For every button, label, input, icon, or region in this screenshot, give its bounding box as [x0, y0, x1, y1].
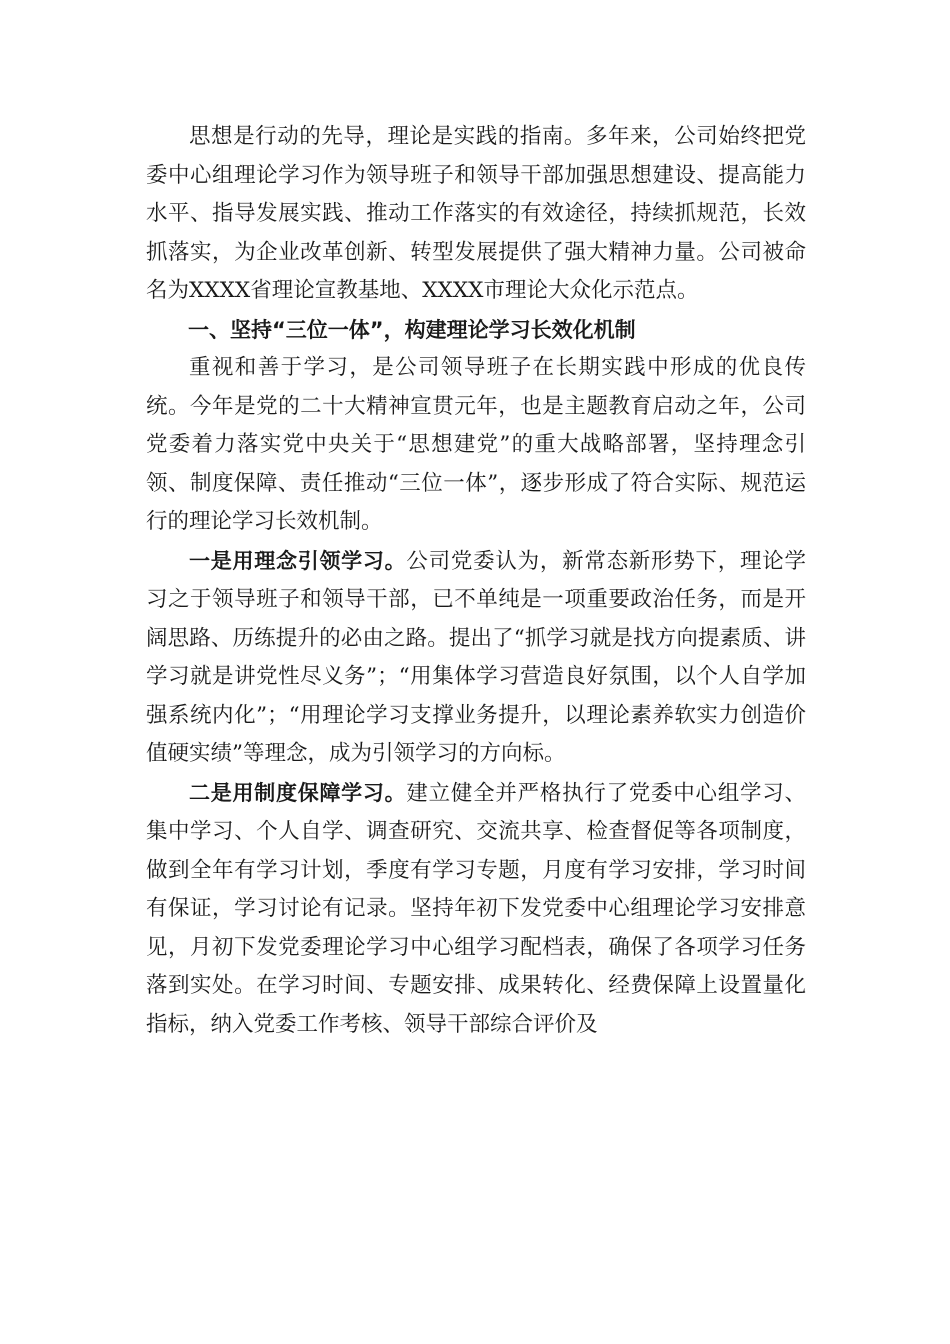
point-one-paragraph — [146, 542, 806, 774]
point-one-lead: 一是用理念引领学习。 — [189, 548, 407, 573]
intro-paragraph: 思想是行动的先导，理论是实践的指南。多年来，公司始终把党委中心组理论学习作为领导班子和领导干部加强思想建设、提高能力水平、指导发展实践、推动工作落实的有效途径，持续抓规范，长效抓落实，为企业改革创新、转型发展提供了强大精神力量。公司被命名为XXXX省理论宣教基地、XXXX市理论大众化示范点。 — [146, 124, 806, 303]
document-page — [146, 118, 806, 1044]
point-two-body: 建立健全并严格执行了党委中心组学习、集中学习、个人自学、调查研究、交流共享、检查督促等各项制度，做到全年有学习计划，季度有学习专题，月度有学习安排，学习时间有保证，学习讨论有记录。坚持年初下发党委中心组理论学习安排意见，月初下发党委理论学习中心组学习配档表，确保了各项学习任务落到实处。在学习时间、专题安排、成果转化、经费保障上设置量化指标，纳入党委工作考核、领导干部综合评价及 — [146, 780, 806, 1037]
section-paragraph: 重视和善于学习，是公司领导班子在长期实践中形成的优良传统。今年是党的二十大精神宣贯元年，也是主题教育启动之年，公司党委着力落实党中央关于“思想建党”的重大战略部署，坚持理念引领、制度保障、责任推动“三位一体”，逐步形成了符合实际、规范运行的理论学习长效机制。 — [146, 355, 806, 534]
section-heading: 一、坚持“三位一体”，构建理论学习长效化机制 — [188, 317, 636, 342]
point-two-paragraph — [146, 774, 806, 1045]
point-one-body: 公司党委认为，新常态新形势下，理论学习之于领导班子和领导干部，已不单纯是一项重要政治任务，而是开阔思路、历练提升的必由之路。提出了“抓学习就是找方向提素质、讲学习就是讲党性尽义务”；“用集体学习营造良好氛围，以个人自学加强系统内化”；“用理论学习支撑业务提升，以理论素养软实力创造价值硬实绩”等理念，成为引领学习的方向标。 — [146, 548, 806, 766]
point-two-lead: 二是用制度保障学习。 — [189, 780, 407, 805]
